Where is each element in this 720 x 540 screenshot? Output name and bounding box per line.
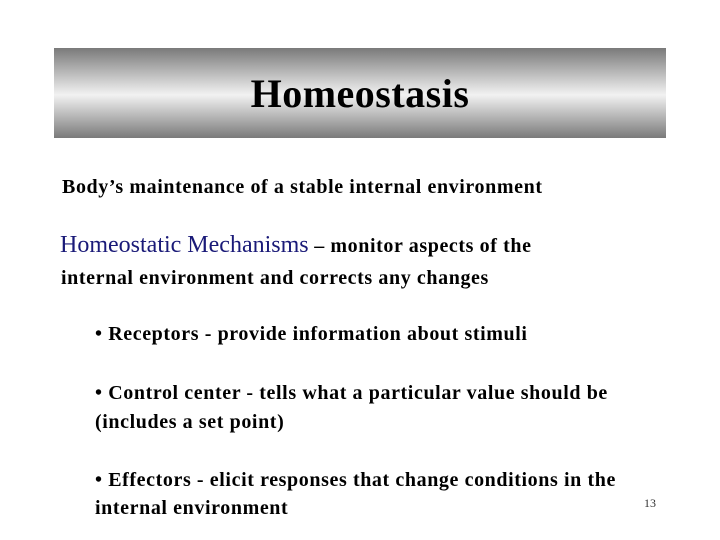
slide-title: Homeostasis <box>250 70 470 116</box>
bullet-effectors-cont: internal environment <box>95 497 289 519</box>
bullet-receptors: • Receptors - provide information about stimuli <box>95 323 528 345</box>
definition-text: Body’s maintenance of a stable internal environment <box>62 176 543 198</box>
page-number: 13 <box>644 496 656 510</box>
bullet-control-center-cont: (includes a set point) <box>95 411 285 433</box>
title-bar <box>54 48 666 138</box>
bullet-effectors: • Effectors - elicit responses that change conditions in the <box>95 469 616 491</box>
mechanisms-desc-1: – monitor aspects of the <box>308 235 532 257</box>
bullet-control-center: • Control center - tells what a particular value should be <box>95 382 608 404</box>
mechanisms-line-1 <box>60 232 532 259</box>
mechanisms-desc-2: internal environment and corrects any changes <box>61 267 489 289</box>
mechanisms-term: Homeostatic Mechanisms <box>60 232 309 258</box>
